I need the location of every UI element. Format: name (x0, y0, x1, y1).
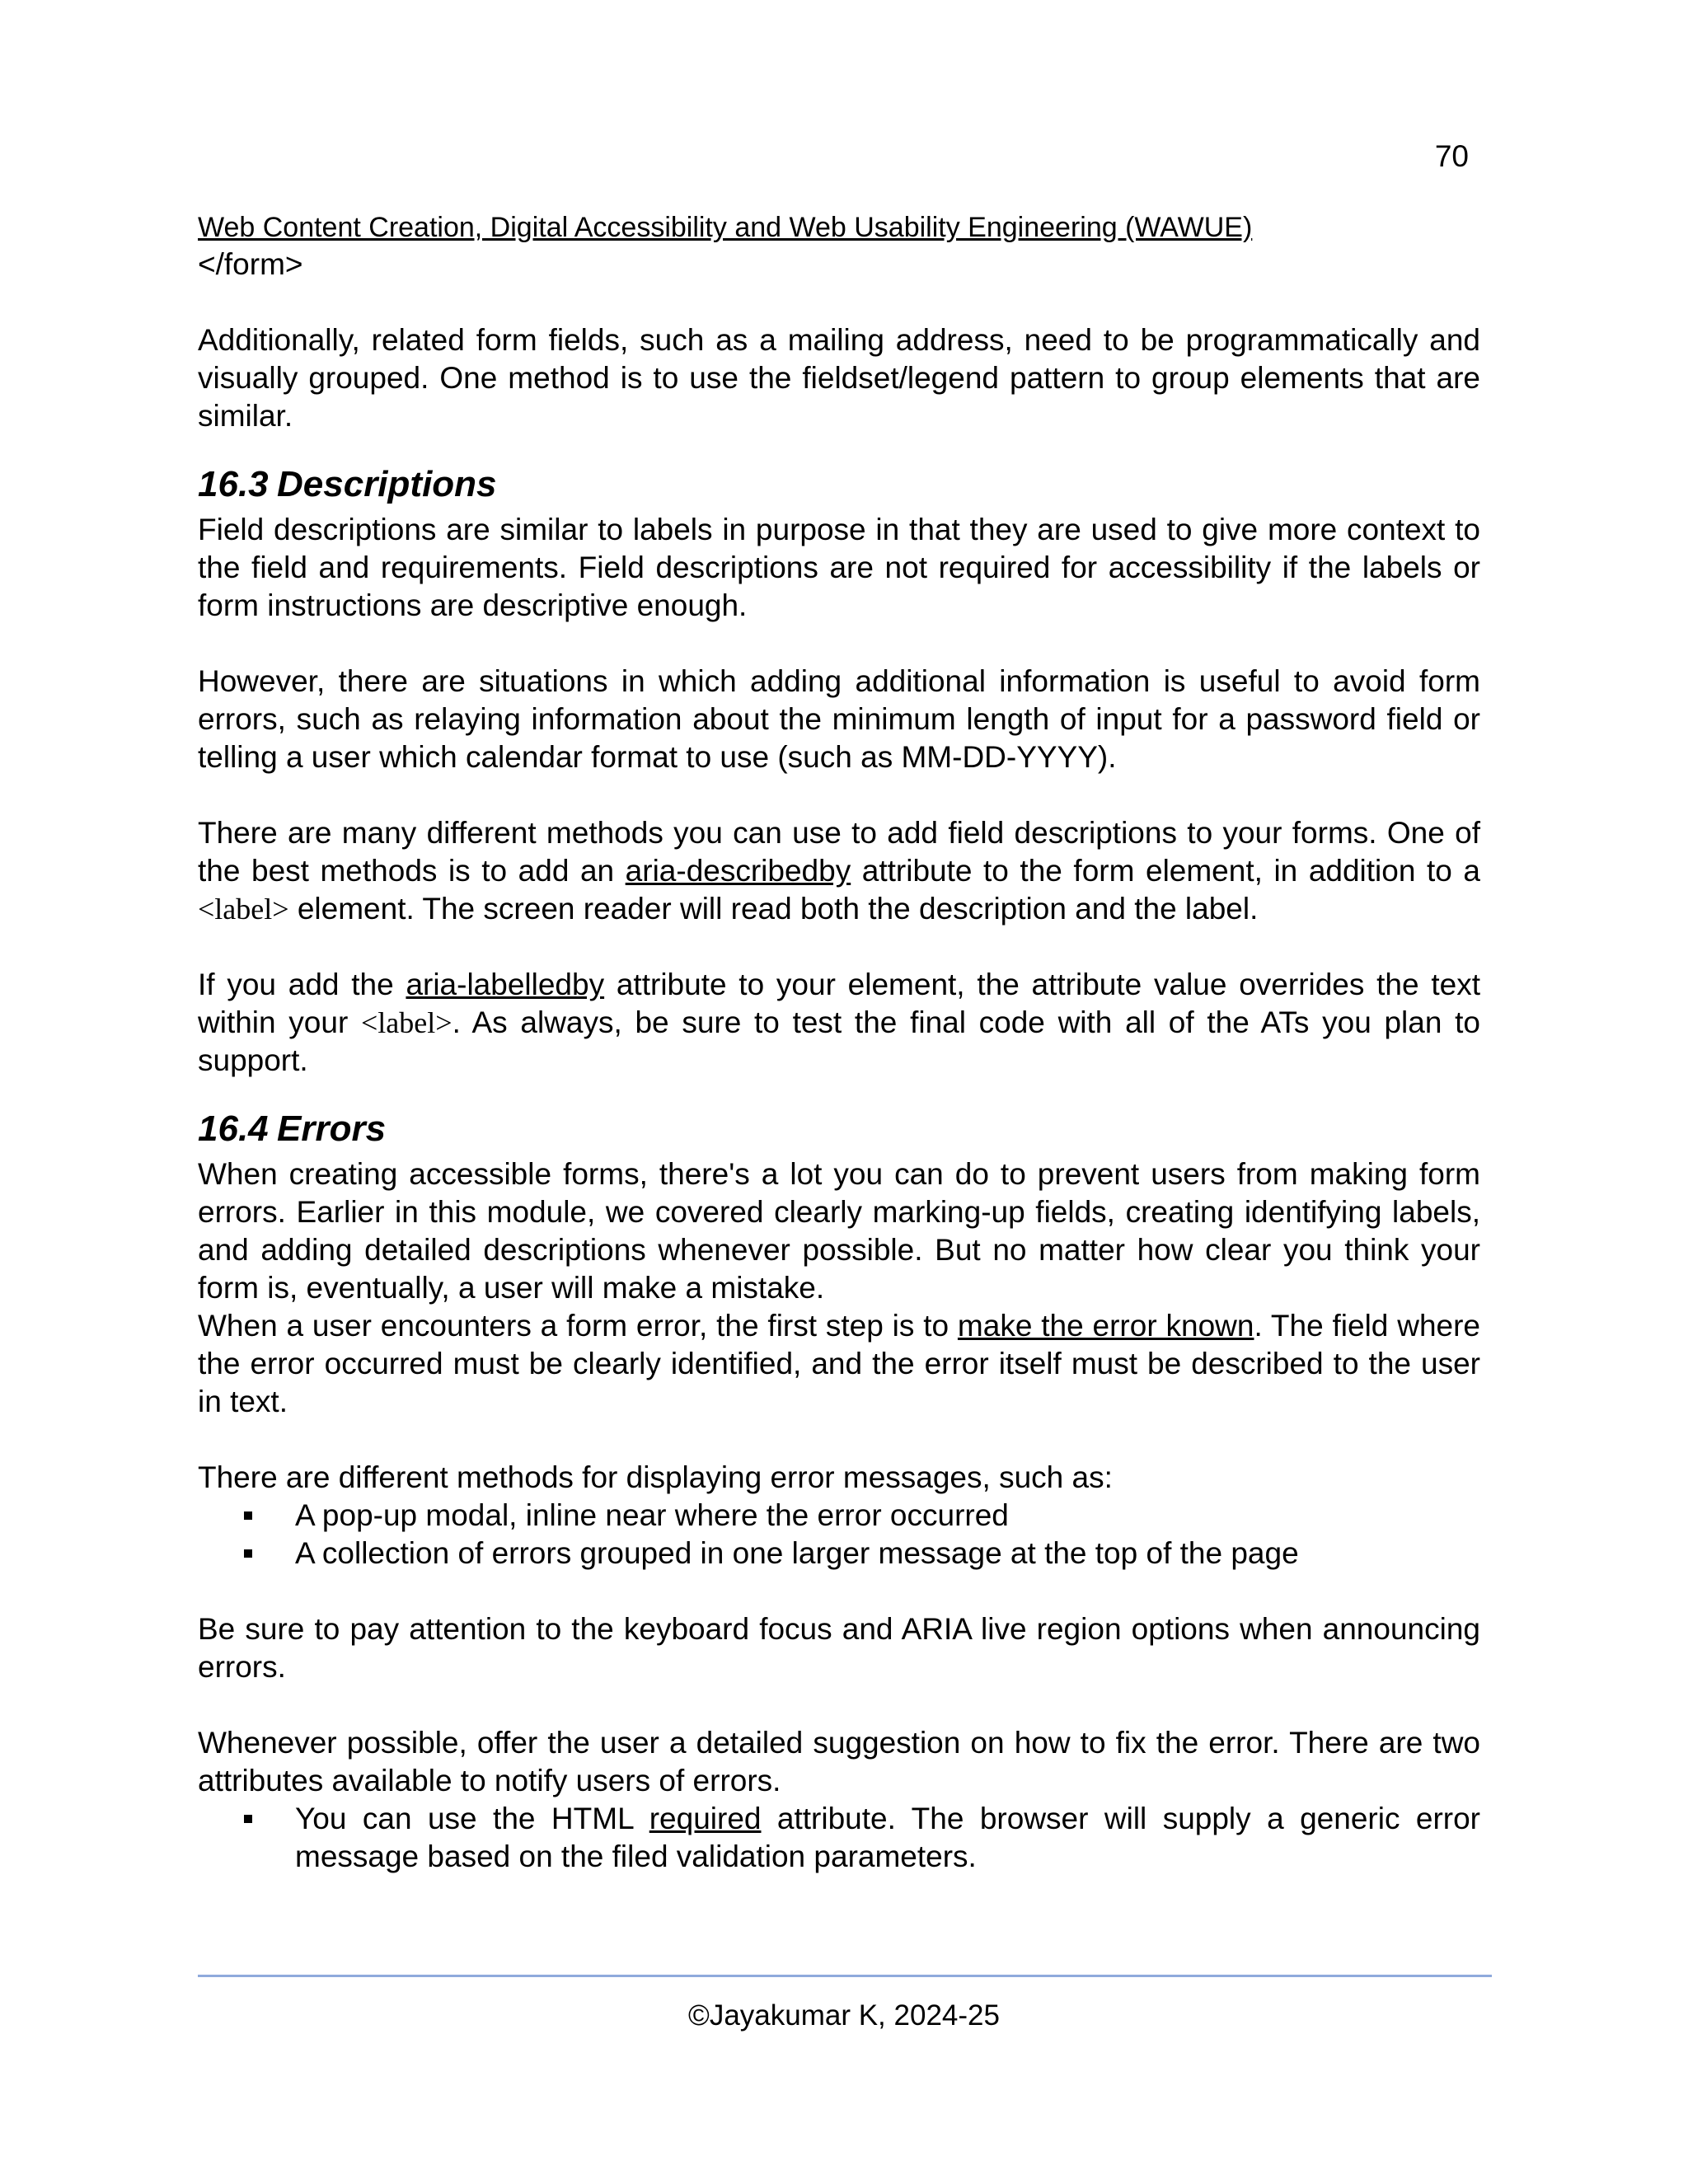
section-number: 16.3 (198, 464, 269, 504)
text-run: attribute. The browser will supply a generic error message based on the filed validation parameters. (295, 1802, 1481, 1873)
list-item (295, 1800, 1480, 1876)
text-run: You can use the HTML (295, 1802, 649, 1835)
intro-paragraph: Additionally, related form fields, such as a mailing address, need to be programmatically and visually grouped. One method is to use the fieldset/legend pattern to group elements that are similar. (198, 323, 1480, 433)
text-run: If you add the (198, 968, 406, 1001)
footer-copyright: ©Jayakumar K, 2024-25 (688, 1999, 1000, 2032)
section-heading-errors (198, 1106, 1480, 1152)
text-run: attribute to the form element, in addition to a (851, 854, 1480, 888)
section-heading-descriptions (198, 462, 1480, 508)
label-code: <label> (198, 893, 289, 926)
list-item-text: A pop-up modal, inline near where the error occurred (295, 1498, 1009, 1532)
label-code: <label> (360, 1006, 452, 1039)
make-the-error-known-link[interactable]: make the error known (957, 1309, 1254, 1343)
required-link[interactable]: required (649, 1802, 762, 1835)
errors-paragraph-5: Whenever possible, offer the user a detailed suggestion on how to fix the error. There are two attributes available to notify users of errors. (198, 1726, 1480, 1797)
page-content (198, 209, 1480, 1876)
page-number: 70 (1434, 139, 1469, 173)
text-run: When a user encounters a form error, the first step is to (198, 1309, 958, 1343)
running-header: Web Content Creation, Digital Accessibility and Web Usability Engineering (WAWUE) (198, 212, 1253, 243)
descriptions-paragraph-3 (198, 814, 1480, 928)
descriptions-paragraph-1: Field descriptions are similar to labels in purpose in that they are used to give more context to the field and requirements. Field descriptions are not required for accessibility if the labels or form instructions are descriptive enough. (198, 513, 1480, 622)
list-item (295, 1497, 1480, 1535)
text-run: There are many different methods you can use to add field descriptions to your forms. One of the best methods is to add an (198, 816, 1480, 888)
text-run: . As always, be sure to test the final code with all of the ATs you plan to support. (198, 1005, 1480, 1077)
text-run: . The field where the error occurred must be clearly identified, and the error itself must be described to the user in text. (198, 1309, 1481, 1418)
errors-paragraph-1: When creating accessible forms, there's a lot you can do to prevent users from making form errors. Earlier in this module, we covered clearly marking-up fields, creating identifying labels, and adding detailed descriptions whenever possible. But no matter how clear you think your form is, eventually, a user will make a mistake. (198, 1157, 1480, 1305)
section-number: 16.4 (198, 1108, 269, 1149)
section-title: Descriptions (277, 464, 497, 504)
list-item-text: A collection of errors grouped in one larger message at the top of the page (295, 1536, 1299, 1570)
bullet-icon (244, 1549, 252, 1558)
errors-paragraph-2 (198, 1307, 1480, 1421)
descriptions-paragraph-4 (198, 966, 1480, 1080)
list-item (295, 1535, 1480, 1572)
aria-describedby-link[interactable]: aria-describedby (625, 854, 851, 888)
aria-labelledby-link[interactable]: aria-labelledby (406, 968, 605, 1001)
error-methods-list (198, 1497, 1480, 1572)
descriptions-paragraph-2: However, there are situations in which adding additional information is useful to avoid form errors, such as relaying information about the minimum length of input for a password field or telling a user which calendar format to use (such as MM-DD-YYYY). (198, 664, 1480, 774)
section-title: Errors (277, 1108, 387, 1149)
bullet-icon (244, 1511, 252, 1520)
code-line: </form> (198, 247, 303, 281)
text-run: attribute to your element, the attribute value overrides the text within your (198, 968, 1480, 1039)
text-run: element. The screen reader will read both the description and the label. (288, 892, 1259, 926)
bullet-icon (244, 1815, 252, 1823)
error-attributes-list (198, 1800, 1480, 1876)
footer-rule (198, 1975, 1492, 1977)
errors-paragraph-4: Be sure to pay attention to the keyboard focus and ARIA live region options when announcing errors. (198, 1612, 1480, 1684)
errors-paragraph-3: There are different methods for displaying error messages, such as: (198, 1460, 1113, 1494)
